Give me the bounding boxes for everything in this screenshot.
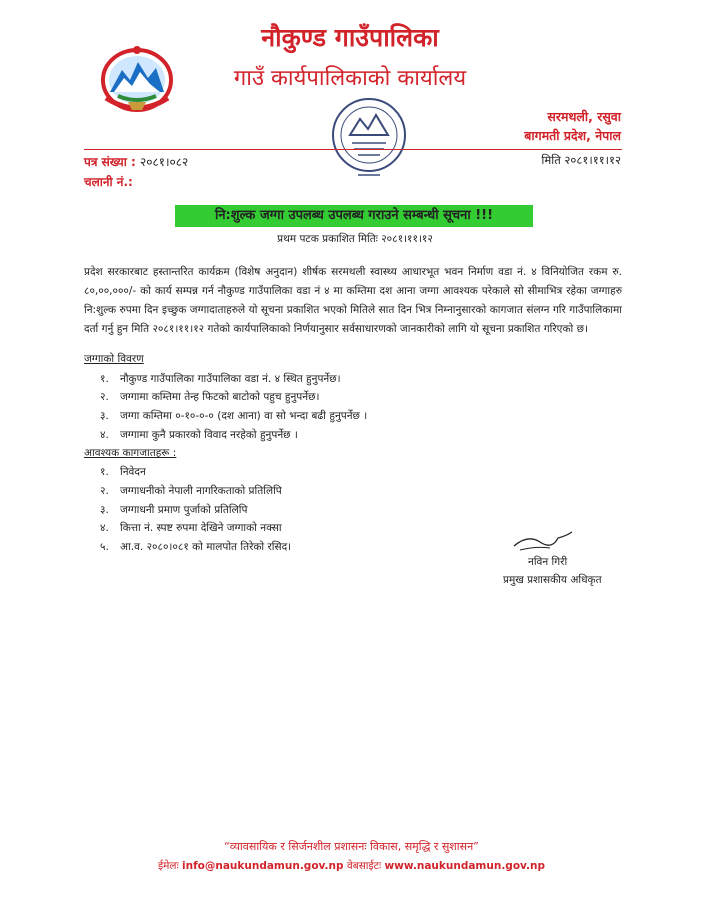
list-item-text: जग्गा कम्तिमा ०-१०-०-० (दश आना) वा सो भन्दा बढी हुनुपर्नेछ । [120,410,368,422]
list-item-number: ४. [100,429,109,441]
email-label: ईमेलः [157,860,179,872]
address-line-1: सरमथली, रसुवा [547,109,621,124]
list-item [100,428,298,442]
reference-value: २०८१।०८२ [139,155,189,169]
land-details-heading: जग्गाको विवरण [84,353,144,365]
list-item-text: नौकुण्ड गाउँपालिका गाउँपालिका वडा नं. ४ स्थित हुनुपर्नेछ। [120,373,341,385]
list-item-text: जग्गामा कुनै प्रकारको विवाद नरहेको हुनुपर्नेछ । [120,429,298,441]
email-address[interactable]: info@naukundamun.gov.np [182,860,344,872]
municipality-title: नौकुण्ड गाउँपालिका [261,23,439,52]
reference-label: पत्र संख्या : [84,155,136,169]
website-label: वेबसाईटः [346,860,382,872]
list-item [100,390,319,404]
signatory-name: नविन गिरी [528,556,568,568]
notice-subject: नि:शुल्क जग्गा उपलब्ध उपलब्ध गराउने सम्बन्धी सूचना !!! [175,205,533,227]
footer-slogan: “व्यावसायिक र सिर्जनशील प्रशासनः विकास, समृद्धि र सुशासन” [224,840,479,853]
list-item [100,465,146,479]
list-item-number: २. [100,391,109,403]
list-item-number: १. [100,373,109,385]
letter-date: मिति २०८१।११।१२ [541,153,621,167]
list-item-text: जग्गामा कम्तिमा तेन्ह फिटको बाटोको पहुच हुनुपर्नेछ। [120,391,320,403]
website-link[interactable]: www.naukundamun.gov.np [384,860,546,872]
reference-number [84,153,188,170]
notice-body-paragraph: प्रदेश सरकारबाट हस्तान्तरित कार्यक्रम (विशेष अनुदान) शीर्षक सरमथली स्वास्थ्य आधारभूत भवन निर्माण वडा नं. ४ विनियोजित रकम रु. ८०,००,०००/- को कार्य सम्पन्न गर्न नौकुण्ड गाउँपालिका वडा नं ४ मा कम्तिमा दश आना जग्गा आवश्यक परेकाले सो सीमाभित्र रहेका जग्गाहरु नि:शुल्क रुपमा दिन इच्छुक जग्गादाताहरुले यो सूचना प्रकाशित भएको मितिले सात दिन भित्र निम्नानुसारको कागजात संलग्न गरि गाउँपालिकामा दर्ता गर्नु हुन मिति २०८१।११।१२ गतेको कार्यपालिकाको निर्णयानुसार सर्वसाधारणको जानकारीको लागि यो सूचना प्रकाशित गरिएको छ। [84,266,622,335]
list-item [100,372,341,386]
list-item [100,409,367,423]
list-item [100,484,282,498]
office-stamp-seal [328,95,410,181]
address-line-2: बागमती प्रदेश, नेपाल [524,128,621,143]
header-divider [84,149,622,150]
nepal-emblem-logo [98,40,176,118]
list-item-text: जग्गाधनीको नेपाली नागरिकताको प्रतिलिपि [120,485,282,497]
required-documents-heading: आवश्यक कागजातहरू : [84,447,177,459]
list-item [100,540,291,554]
dispatch-number-label: चलानी नं.: [84,175,133,189]
office-title: गाउँ कार्यपालिकाको कार्यालय [233,66,467,91]
handwritten-signature [510,528,576,558]
list-item [100,503,247,517]
list-item [100,521,282,535]
list-item-number: ३. [100,504,109,516]
list-item-text: जग्गाधनी प्रमाण पुर्जाको प्रतिलिपि [120,504,248,516]
signatory-title: प्रमुख प्रशासकीय अधिकृत [503,574,602,586]
published-date: प्रथम पटक प्रकाशित मितिः २०८१।११।१२ [277,233,433,245]
list-item-number: २. [100,485,109,497]
list-item-number: ३. [100,410,109,422]
list-item-number: १. [100,466,109,478]
list-item-text: निवेदन [120,466,146,478]
list-item-number: ४. [100,522,109,534]
footer-contact [0,859,703,873]
list-item-text: आ.व. २०८०।०८१ को मालपोत तिरेको रसिद। [120,541,292,553]
list-item-text: कित्ता नं. स्पष्ट रुपमा देखिने जग्गाको नक्सा [120,522,282,534]
list-item-number: ५. [100,541,109,553]
